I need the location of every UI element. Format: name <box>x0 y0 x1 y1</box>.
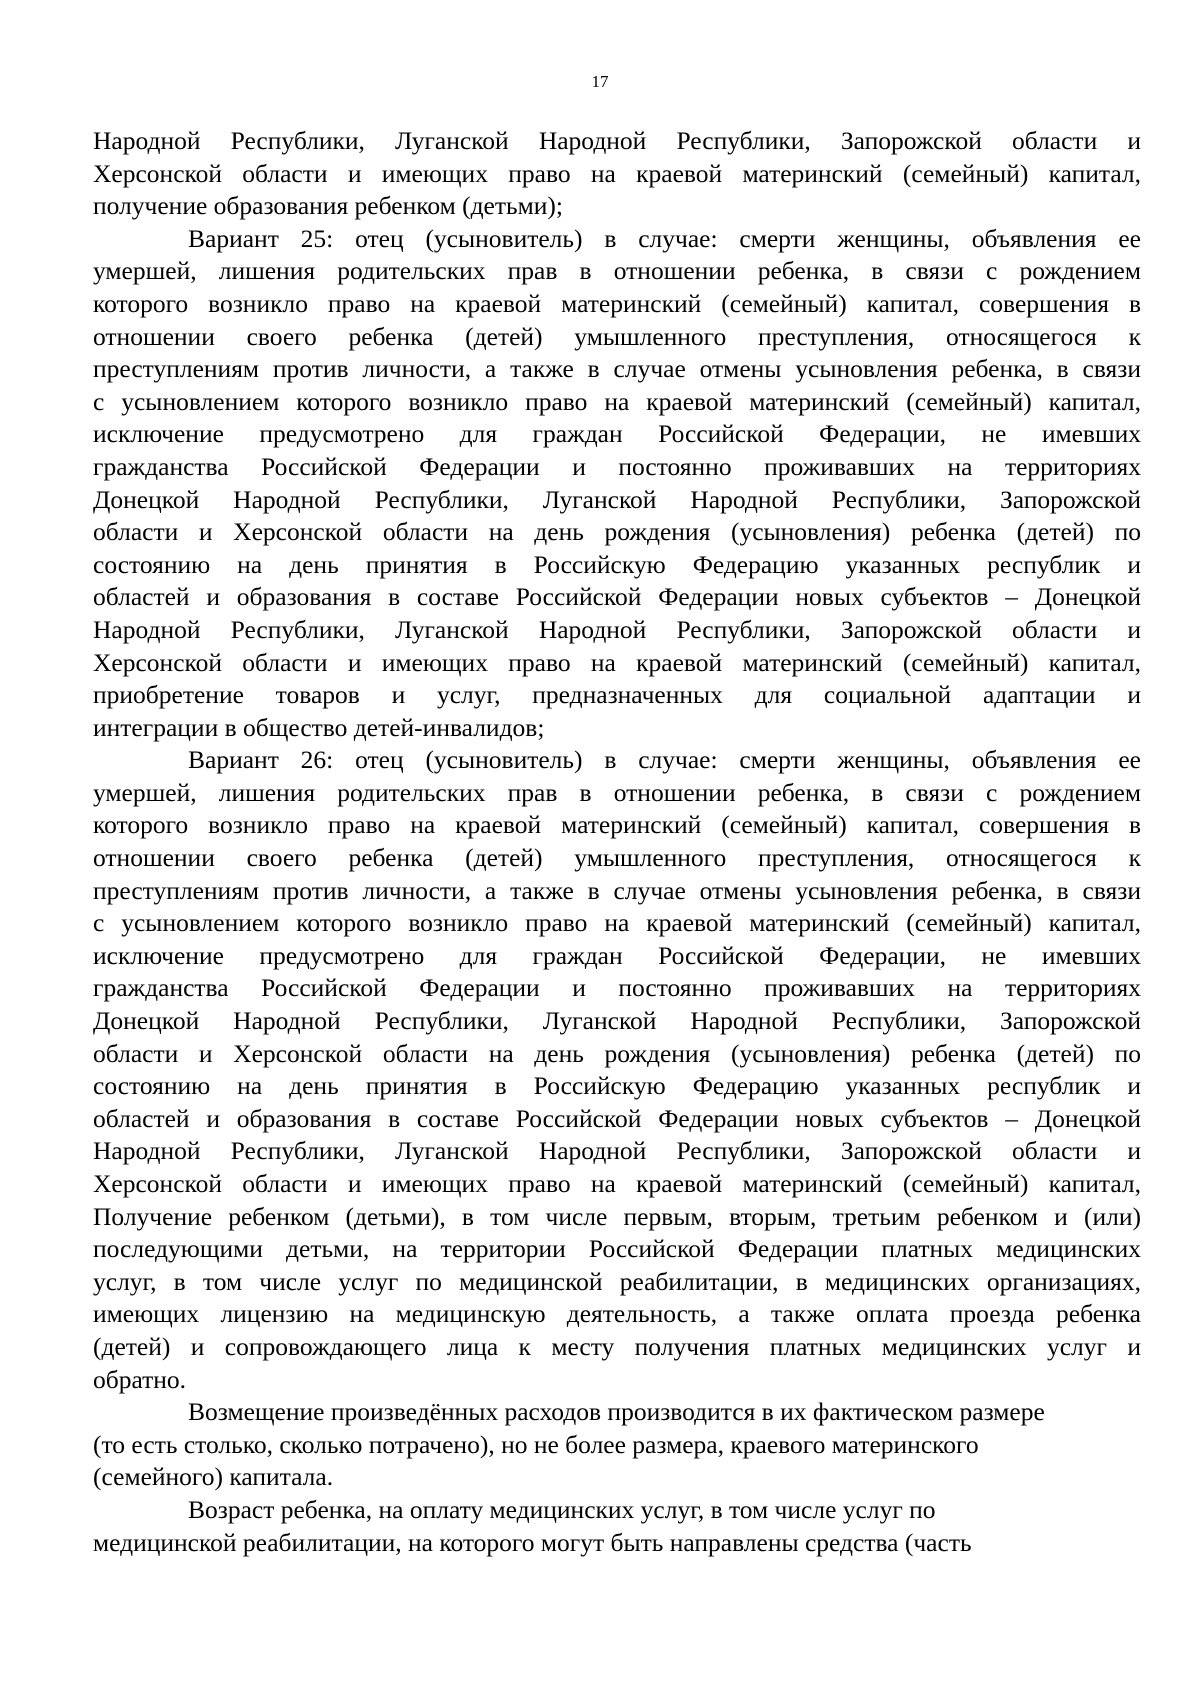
text-line: областей и образования в составе Российской Федерации новых субъектов – Донецкой <box>93 582 1141 612</box>
text-line: Вариант 26: отец (усыновитель) в случае: смерти женщины, объявления ее <box>188 745 1141 775</box>
text-line: которого возникло право на краевой материнский (семейный) капитал, совершения в <box>93 288 1141 318</box>
text-line: умершей, лишения родительских прав в отношении ребенка, в связи с рождением <box>93 256 1141 286</box>
text-line: Возмещение произведённых расходов производится в их фактическом размере <box>188 1397 1045 1427</box>
text-line: Вариант 25: отец (усыновитель) в случае: смерти женщины, объявления ее <box>188 223 1141 253</box>
text-line: Народной Республики, Луганской Народной Республики, Запорожской области и <box>93 126 1141 155</box>
text-line: услуг, в том числе услуг по медицинской реабилитации, в медицинских организациях, <box>93 1266 1141 1296</box>
text-line: Херсонской области и имеющих право на краевой материнский (семейный) капитал, <box>93 647 1141 677</box>
paragraph-child-age <box>93 1494 1141 1559</box>
text-line: имеющих лицензию на медицинскую деятельность, а также оплата проезда ребенка <box>93 1299 1141 1329</box>
text-line: умершей, лишения родительских прав в отношении ребенка, в связи с рождением <box>93 777 1141 807</box>
text-line: Возраст ребенка, на оплату медицинских услуг, в том числе услуг по <box>188 1494 936 1524</box>
text-line: преступлениям против личности, а также в случае отмены усыновления ребенка, в связи <box>93 354 1141 384</box>
text-line: Получение ребенком (детьми), в том числе первым, вторым, третьим ребенком и (или) <box>93 1201 1141 1231</box>
paragraph-reimbursement <box>93 1396 1141 1494</box>
paragraph-variant-26 <box>93 744 1141 1396</box>
text-line: состоянию на день принятия в Российскую Федерацию указанных республик и <box>93 1071 1141 1101</box>
text-line: Народной Республики, Луганской Народной Республики, Запорожской области и <box>93 1136 1141 1166</box>
text-line: которого возникло право на краевой материнский (семейный) капитал, совершения в <box>93 810 1141 840</box>
paragraph-continuation <box>93 125 1141 223</box>
text-line: последующими детьми, на территории Российской Федерации платных медицинских <box>93 1234 1141 1264</box>
text-line: отношении своего ребенка (детей) умышленного преступления, относящегося к <box>93 843 1141 873</box>
text-line: Народной Республики, Луганской Народной Республики, Запорожской области и <box>93 614 1141 644</box>
text-line: медицинской реабилитации, на которого могут быть направлены средства (часть <box>93 1527 972 1557</box>
text-line: приобретение товаров и услуг, предназначенных для социальной адаптации и <box>93 680 1141 710</box>
text-line: гражданства Российской Федерации и постоянно проживавших на территориях <box>93 451 1141 481</box>
text-line: преступлениям против личности, а также в случае отмены усыновления ребенка, в связи <box>93 875 1141 905</box>
text-line: интеграции в общество детей-инвалидов; <box>93 712 545 742</box>
text-line: обратно. <box>93 1364 187 1394</box>
text-line: с усыновлением которого возникло право на краевой материнский (семейный) капитал, <box>93 386 1141 416</box>
document-body <box>93 125 1141 1559</box>
text-line: (детей) и сопровождающего лица к месту получения платных медицинских услуг и <box>93 1331 1141 1361</box>
text-line: исключение предусмотрено для граждан Российской Федерации, не имевших <box>93 419 1141 449</box>
text-line: гражданства Российской Федерации и постоянно проживавших на территориях <box>93 973 1141 1003</box>
text-line: Херсонской области и имеющих право на краевой материнский (семейный) капитал, <box>93 158 1141 188</box>
paragraph-variant-25 <box>93 223 1141 745</box>
text-line: области и Херсонской области на день рождения (усыновления) ребенка (детей) по <box>93 1038 1141 1068</box>
text-line: Донецкой Народной Республики, Луганской Народной Республики, Запорожской <box>93 1006 1141 1036</box>
text-line: с усыновлением которого возникло право на краевой материнский (семейный) капитал, <box>93 908 1141 938</box>
text-line: области и Херсонской области на день рождения (усыновления) ребенка (детей) по <box>93 517 1141 547</box>
text-line: областей и образования в составе Российской Федерации новых субъектов – Донецкой <box>93 1103 1141 1133</box>
text-line: получение образования ребенком (детьми); <box>93 191 564 221</box>
text-line: состоянию на день принятия в Российскую Федерацию указанных республик и <box>93 549 1141 579</box>
text-line: (семейного) капитала. <box>93 1462 334 1492</box>
text-line: Херсонской области и имеющих право на краевой материнский (семейный) капитал, <box>93 1169 1141 1198</box>
text-line: отношении своего ребенка (детей) умышленного преступления, относящегося к <box>93 321 1141 351</box>
text-line: Донецкой Народной Республики, Луганской Народной Республики, Запорожской <box>93 484 1141 514</box>
page-number: 17 <box>591 72 609 91</box>
text-line: (то есть столько, сколько потрачено), но не более размера, краевого материнского <box>93 1429 979 1459</box>
text-line: исключение предусмотрено для граждан Российской Федерации, не имевших <box>93 940 1141 970</box>
